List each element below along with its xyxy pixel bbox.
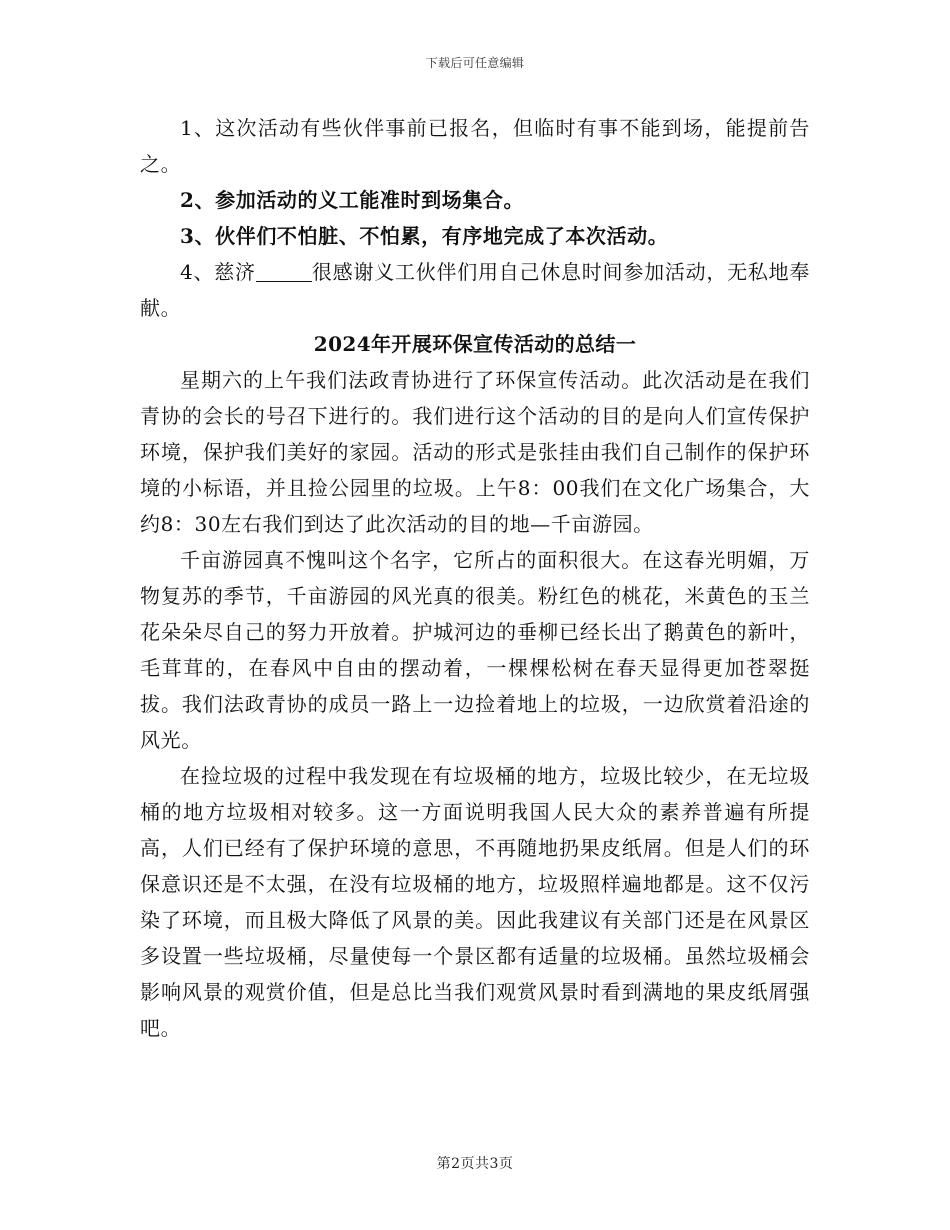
document-body — [140, 110, 810, 1046]
list-item-4-start: 4、慈济 — [180, 260, 256, 284]
header-note: 下载后可任意编辑 — [425, 56, 525, 70]
body-paragraph-3: 在捡垃圾的过程中我发现在有垃圾桶的地方，垃圾比较少，在无垃圾桶的地方垃圾相对较多。这一方面说明我国人民大众的素养普遍有所提高，人们已经有了保护环境的意思，不再随地扔果皮纸屑。但是人们的环保意识还是不太强，在没有垃圾桶的地方，垃圾照样遍地都是。这不仅污染了环境，而且极大降低了风景的美。因此我建议有关部门还是在风景区多设置一些垃圾桶，尽量使每一个景区都有适量的垃圾桶。虽然垃圾桶会影响风景的观赏价值，但是总比当我们观赏风景时看到满地的果皮纸屑强吧。 — [140, 764, 810, 1040]
list-item-2: 2、参加活动的义工能准时到场集合。 — [180, 188, 525, 212]
body-paragraph-1: 星期六的上午我们法政青协进行了环保宣传活动。此次活动是在我们青协的会长的号召下进行的。我们进行这个活动的目的是向人们宣传保护环境，保护我们美好的家园。活动的形式是张挂由我们自己制作的保护环境的小标语，并且捡公园里的垃圾。上午8：00我们在文化广场集合，大约8：30左右我们到达了此次活动的目的地—千亩游园。 — [140, 368, 810, 536]
section-title: 2024年开展环保宣传活动的总结一 — [313, 332, 637, 356]
list-item-1: 1、这次活动有些伙伴事前已报名，但临时有事不能到场，能提前告之。 — [140, 116, 810, 176]
fill-in-blank — [256, 261, 312, 282]
list-item-4-end: 很感谢义工伙伴们用自己休息时间参加活动，无私地奉献。 — [140, 260, 810, 320]
list-item-4 — [140, 254, 810, 326]
list-item-3: 3、伙伴们不怕脏、不怕累，有序地完成了本次活动。 — [180, 224, 669, 248]
page-number: 第2页共3页 — [436, 1156, 514, 1172]
body-paragraph-2: 千亩游园真不愧叫这个名字，它所占的面积很大。在这春光明媚，万物复苏的季节，千亩游园的风光真的很美。粉红色的桃花，米黄色的玉兰花朵朵尽自己的努力开放着。护城河边的垂柳已经长出了鹅黄色的新叶，毛茸茸的，在春风中自由的摆动着，一棵棵松树在春天显得更加苍翠挺拔。我们法政青协的成员一路上一边捡着地上的垃圾，一边欣赏着沿途的风光。 — [140, 548, 810, 752]
